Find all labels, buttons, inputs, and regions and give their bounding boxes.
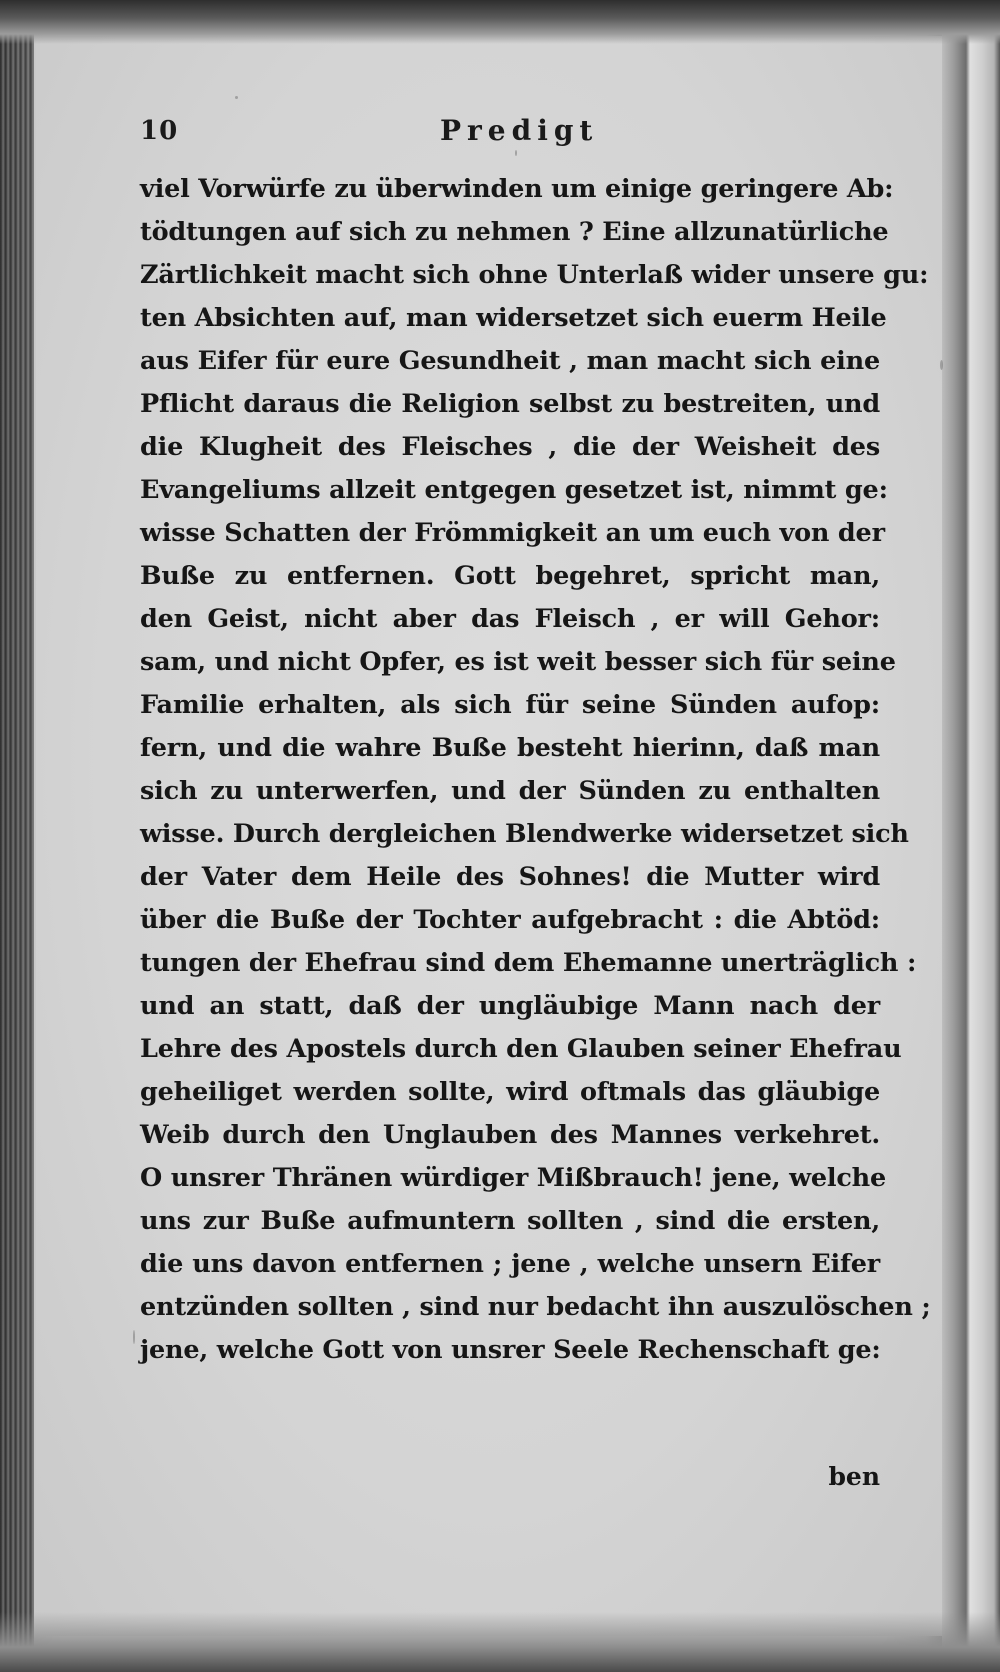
bottom-shadow (0, 1612, 1000, 1672)
text-line: aus Eifer für eure Gesundheit , man macht sich eine (140, 346, 880, 376)
text-line: sich zu unterwerfen, und der Sünden zu enthalten (140, 776, 880, 806)
text-line: über die Buße der Tochter aufgebracht : die Abtöd: (140, 905, 880, 935)
top-shadow (0, 0, 1000, 44)
text-line: tödtungen auf sich zu nehmen ? Eine allzunatürliche (140, 217, 889, 247)
text-line: fern, und die wahre Buße besteht hierinn, daß man (140, 733, 880, 763)
text-line: Lehre des Apostels durch den Glauben seiner Ehefrau (140, 1034, 902, 1064)
text-line: Buße zu entfernen. Gott begehret, spricht man, (140, 561, 880, 591)
text-line: Weib durch den Unglauben des Mannes verkehret. (140, 1120, 880, 1150)
text-line: ten Absichten auf, man widersetzet sich euerm Heile (140, 303, 887, 333)
paper-speck (235, 96, 238, 99)
page-number: 10 (140, 116, 179, 146)
text-line: Zärtlichkeit macht sich ohne Unterlaß wider unsere gu: (140, 260, 929, 290)
text-line: die uns davon entfernen ; jene , welche unsern Eifer (140, 1249, 880, 1279)
body-text (140, 168, 931, 1372)
text-line: viel Vorwürfe zu überwinden um einige geringere Ab: (140, 174, 894, 204)
text-line: der Vater dem Heile des Sohnes! die Mutter wird (140, 862, 880, 892)
text-line: geheiliget werden sollte, wird oftmals das gläubige (140, 1077, 880, 1107)
text-line: die Klugheit des Fleisches , die der Weisheit des (140, 432, 880, 462)
text-line: den Geist, nicht aber das Fleisch , er will Gehor: (140, 604, 880, 634)
paper-speck (133, 1330, 135, 1344)
text-line: uns zur Buße aufmuntern sollten , sind die ersten, (140, 1206, 880, 1236)
text-line: wisse Schatten der Frömmigkeit an um euch von der (140, 518, 885, 548)
text-line: Evangeliums allzeit entgegen gesetzet ist, nimmt ge: (140, 475, 888, 505)
running-title: Predigt (440, 114, 599, 147)
paper-speck (940, 360, 943, 370)
text-line: Pflicht daraus die Religion selbst zu bestreiten, und (140, 389, 880, 419)
page-header (140, 116, 880, 156)
text-line: wisse. Durch dergleichen Blendwerke widersetzet sich (140, 819, 909, 849)
book-spine-edge (0, 0, 34, 1672)
text-line: jene, welche Gott von unsrer Seele Rechenschaft ge: (140, 1335, 881, 1365)
page-fore-edge (942, 0, 1000, 1672)
text-line: und an statt, daß der ungläubige Mann nach der (140, 991, 880, 1021)
text-line: O unsrer Thränen würdiger Mißbrauch! jene, welche (140, 1163, 887, 1193)
text-line: Familie erhalten, als sich für seine Sünden aufop: (140, 690, 880, 720)
text-line: entzünden sollten , sind nur bedacht ihn auszulöschen ; (140, 1292, 931, 1322)
text-line: tungen der Ehefrau sind dem Ehemanne unerträglich : (140, 948, 917, 978)
text-line: sam, und nicht Opfer, es ist weit besser sich für seine (140, 647, 896, 677)
catchword: ben (828, 1462, 880, 1491)
